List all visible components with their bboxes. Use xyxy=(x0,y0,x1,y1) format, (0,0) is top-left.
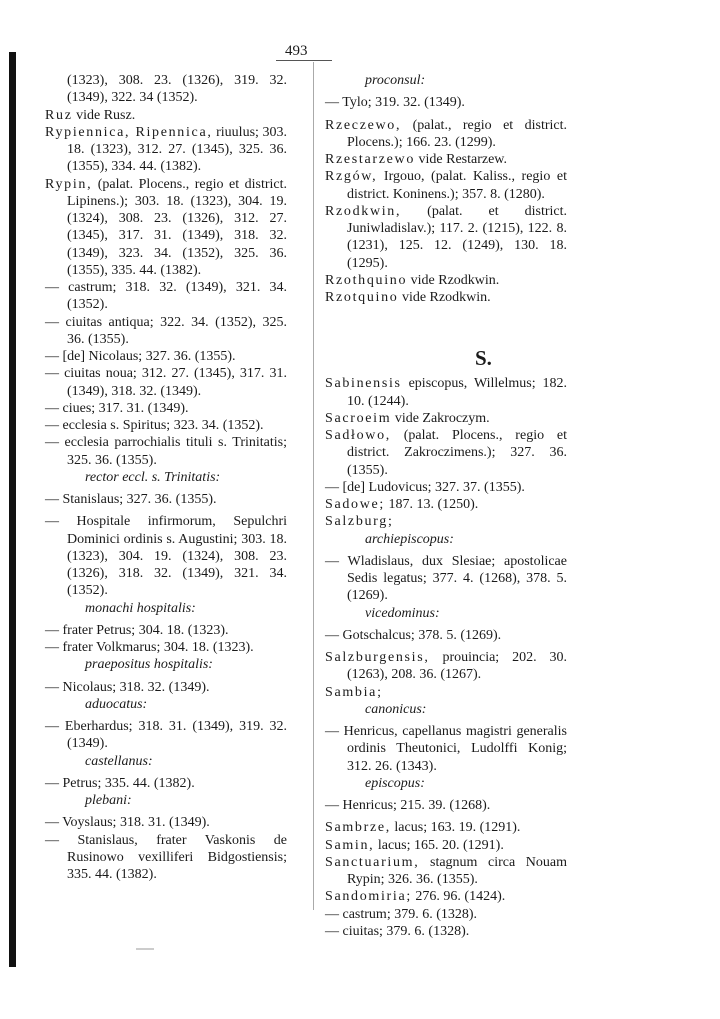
entry-lemma: Salzburg; xyxy=(325,514,394,530)
entry-lemma: Sandomiria; xyxy=(325,889,412,905)
entry-text: vide Rzodkwin. xyxy=(407,272,500,288)
right-column xyxy=(325,72,567,940)
entry-text: stagnum circa Nouam Rypin; 326. 36. (1355). xyxy=(347,854,567,887)
entry-lemma: Rzothquino xyxy=(325,272,408,288)
subheading: rector eccl. s. Trinitatis: xyxy=(85,469,221,485)
index-entry xyxy=(325,649,567,684)
entry-text: (palat. Plocens., regio et district. Zakroczimens.); 327. 36. (1355). xyxy=(347,428,567,478)
left-column xyxy=(45,72,287,883)
entry-text: vide Zakroczym. xyxy=(391,410,490,426)
entry-lemma: Rzgów, xyxy=(325,169,378,185)
entry-text: (palat., regio et district. Plocens.); 166. 23. (1299). xyxy=(347,117,567,150)
subheading: archiepiscopus: xyxy=(365,531,454,547)
entry-lemma: Sambia; xyxy=(325,684,383,700)
subentry: — ecclesia parrochialis tituli s. Trinitatis; 325. 36. (1355). xyxy=(45,435,287,468)
entry-lemma: Rzotquino xyxy=(325,290,399,305)
index-entry xyxy=(325,837,567,854)
subheading: praepositus hospitalis: xyxy=(85,657,213,673)
entry-text: (palat. et district. Juniwladislav.); 117. 2. (1215), 122. 8. (1231), 125. 12. (1249), 130. 18. (1295). xyxy=(347,203,567,271)
entry-lemma: Rypin, xyxy=(45,176,93,192)
subentry: — Stanislaus, frater Vaskonis de Rusinowo vexilliferi Bidgostiensis; 335. 44. (1382). xyxy=(45,832,287,882)
entry-lemma: Sabinensis xyxy=(325,376,402,392)
entry-text: 276. 96. (1424). xyxy=(411,889,506,905)
index-entry xyxy=(45,176,287,280)
subheading: plebani: xyxy=(85,793,132,808)
entry-lemma: Rzestarzewo xyxy=(325,152,415,167)
index-entry xyxy=(325,289,567,306)
index-entry xyxy=(45,107,287,124)
subentry: — Henricus, capellanus magistri generalis ordinis Theutonici, Ludolffi Konig; 312. 26. (1343). xyxy=(325,724,567,774)
subentry: — frater Petrus; 304. 18. (1323). xyxy=(45,622,229,638)
page-edge-bar xyxy=(9,52,16,967)
index-entry xyxy=(45,124,287,176)
index-entry xyxy=(325,496,567,513)
index-entry xyxy=(325,854,567,889)
entry-lemma: Salzburgensis, xyxy=(325,650,430,665)
spacer xyxy=(325,306,567,346)
subheading: vicedominus: xyxy=(365,605,440,621)
subheading: castellanus: xyxy=(85,753,153,769)
subentry: — Tylo; 319. 32. (1349). xyxy=(325,95,465,111)
subentry: — Nicolaus; 318. 32. (1349). xyxy=(45,679,210,695)
column-divider xyxy=(313,62,314,910)
entry-lemma: Rzeczewo, xyxy=(325,117,402,133)
subentry: — Wladislaus, dux Slesiae; apostolicae Sedis legatus; 377. 4. (1268), 378. 5. (1269). xyxy=(325,553,567,604)
subentry: — ciuitas noua; 312. 27. (1345), 317. 31. (1349), 318. 32. (1349). xyxy=(45,366,287,399)
entry-lemma: Sadowe; xyxy=(325,497,385,512)
entry-continuation: (1323), 308. 23. (1326), 319. 32. (1349), 322. 34 (1352). xyxy=(67,73,287,106)
subheading: proconsul: xyxy=(365,73,426,88)
entry-lemma: Sacroeim xyxy=(325,410,392,426)
subentry: — ecclesia s. Spiritus; 323. 34. (1352). xyxy=(45,418,264,433)
entry-text: episcopus, Willelmus; 182. 10. (1244). xyxy=(347,376,567,409)
entry-lemma: Sadłowo, xyxy=(325,428,391,443)
subentry: — ciuitas; 379. 6. (1328). xyxy=(325,923,470,939)
subentry: — Hospitale infirmorum, Sepulchri Dominici ordinis s. Augustini; 303. 18. (1323), 304. 19. (1324), 308. 23. (1326), 318. 32. (1349), 321. 34. (1352). xyxy=(45,514,287,599)
subentry: — frater Volkmarus; 304. 18. (1323). xyxy=(45,640,254,655)
subentry: — Stanislaus; 327. 36. (1355). xyxy=(45,492,217,507)
section-heading: S. xyxy=(475,346,492,371)
entry-text: prouincia; 202. 30. (1263), 208. 36. (1267). xyxy=(347,650,567,683)
index-entry xyxy=(325,272,567,289)
subentry: — castrum; 379. 6. (1328). xyxy=(325,906,478,922)
index-entry xyxy=(325,203,567,272)
subheading: canonicus: xyxy=(365,701,427,717)
subentry: — ciuitas antiqua; 322. 34. (1352), 325. 36. (1355). xyxy=(45,314,287,347)
index-entry xyxy=(325,151,567,168)
entry-text: vide Rusz. xyxy=(72,107,136,123)
page-number: 493 xyxy=(285,43,308,59)
index-entry xyxy=(325,375,567,410)
entry-text: riuulus; 303. 18. (1323), 312. 27. (1345), 325. 36. (1355), 334. 44. (1382). xyxy=(67,124,288,175)
subentry: — [de] Nicolaus; 327. 36. (1355). xyxy=(45,349,236,364)
index-entry xyxy=(325,684,567,701)
subentry: — Eberhardus; 318. 31. (1349), 319. 32. (1349). xyxy=(45,719,287,752)
paper-mark xyxy=(136,948,154,950)
index-entry xyxy=(325,513,567,530)
entry-text: vide Restarzew. xyxy=(415,152,507,167)
subentry: — Petrus; 335. 44. (1382). xyxy=(45,775,195,791)
subentry: — Voyslaus; 318. 31. (1349). xyxy=(45,815,210,831)
entry-lemma: Samin, xyxy=(325,837,375,853)
entry-lemma: Sambrze, xyxy=(325,820,391,836)
entry-text: lacus; 163. 19. (1291). xyxy=(390,820,521,836)
entry-lemma: Sanctuarium, xyxy=(325,854,420,870)
subentry: — [de] Ludovicus; 327. 37. (1355). xyxy=(325,479,525,495)
index-entry xyxy=(325,888,567,905)
entry-lemma: Rzodkwin, xyxy=(325,203,402,219)
index-entry xyxy=(325,117,567,152)
page-number-rule xyxy=(276,60,332,61)
entry-text: 187. 13. (1250). xyxy=(384,497,479,512)
subheading: aduocatus: xyxy=(85,696,148,712)
index-entry xyxy=(325,168,567,203)
subentry: — Henricus; 215. 39. (1268). xyxy=(325,798,491,813)
entry-lemma: Ruz xyxy=(45,107,73,123)
index-entry xyxy=(325,410,567,427)
subentry: — castrum; 318. 32. (1349), 321. 34. (1352). xyxy=(45,280,287,313)
entry-text: vide Rzodkwin. xyxy=(398,290,491,305)
subentry: — Gotschalcus; 378. 5. (1269). xyxy=(325,627,502,643)
entry-lemma: Rypiennica, Ripennica, xyxy=(45,124,213,140)
subheading: monachi hospitalis: xyxy=(85,600,196,616)
entry-text: (palat. Plocens., regio et district. Lipinens.); 303. 18. (1323), 304. 19. (1324), 308. 23. (1326), 312. 27. (1345), 317. 31. (1349), 318. 32. (1349), 323. 34. (1352), 325. 36. (1355), 335. 44. (1382). xyxy=(67,176,287,278)
subentry: — ciues; 317. 31. (1349). xyxy=(45,400,189,416)
index-entry xyxy=(325,427,567,479)
entry-text: lacus; 165. 20. (1291). xyxy=(374,837,504,853)
subheading: episcopus: xyxy=(365,775,425,791)
entry-text: Irgouo, (palat. Kaliss., regio et district. Koninens.); 357. 8. (1280). xyxy=(347,169,567,202)
index-entry xyxy=(325,819,567,836)
